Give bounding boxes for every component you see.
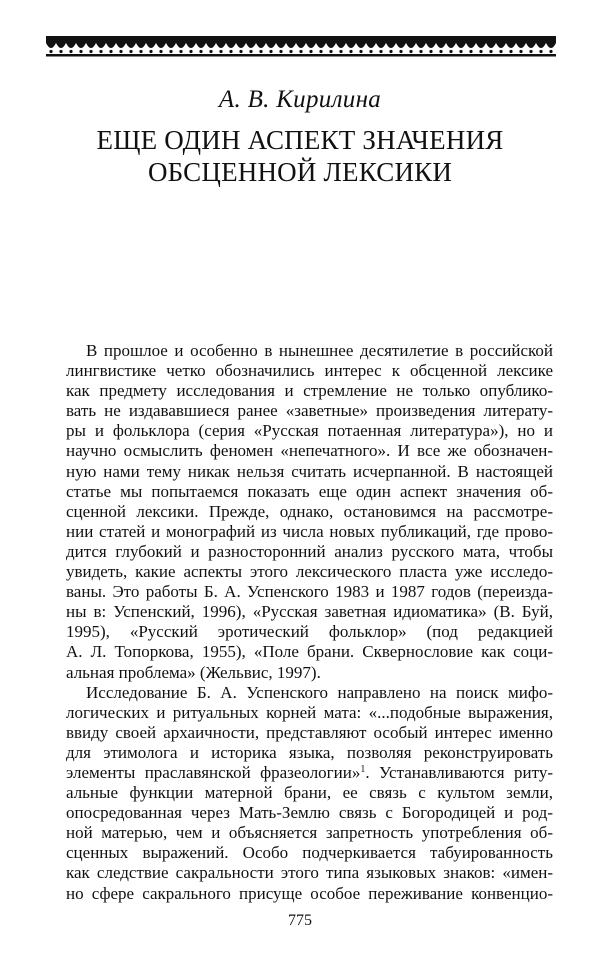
title-line-1: ЕЩЕ ОДИН АСПЕКТ ЗНАЧЕНИЯ — [96, 125, 504, 155]
ornament-dot — [59, 50, 62, 53]
text-line: альные функции матерной брани, ее связь с культом земли, — [66, 783, 553, 803]
ornament-scallop — [316, 43, 326, 48]
ornament-dot — [339, 50, 342, 53]
ornament-scallop — [76, 43, 86, 48]
text-line: ны в: Успенский, 1996), «Русская заветная идиоматика» (В. Буй, — [66, 602, 553, 622]
text-line: Исследование Б. А. Успенского направлено на поиск мифо- — [86, 682, 553, 702]
ornament-scallop — [146, 43, 156, 48]
ornament-dot — [189, 50, 192, 53]
ornament-bottom-line — [46, 54, 556, 57]
ornament-scallop — [116, 43, 126, 48]
ornament-dot — [399, 50, 402, 53]
text-line: логических и ритуальных корней мата: «...подобные выражения, — [66, 702, 553, 722]
ornament-scallop — [406, 43, 416, 48]
ornament-scallop — [216, 43, 226, 48]
text-line: как следствие сакральности этого типа языковых знаков: «имен- — [66, 863, 553, 883]
ornament-dot — [199, 50, 202, 53]
ornament-dot — [479, 50, 482, 53]
ornament-dot — [289, 50, 292, 53]
text-line: ваны. Это работы Б. А. Успенского 1983 и 1987 годов (переизда- — [66, 582, 553, 602]
ornament-dot — [499, 50, 502, 53]
ornament-dot — [159, 50, 162, 53]
ornament-scallop — [466, 43, 476, 48]
ornament-top-bar — [46, 36, 556, 43]
text-line: ввиду своей архаичности, представляют особый интерес именно — [66, 722, 553, 742]
ornament-dot — [259, 50, 262, 53]
ornament-dot — [79, 50, 82, 53]
ornament-dot — [459, 50, 462, 53]
text-line: нии статей и монографий из числа новых публикаций, где прово- — [66, 521, 553, 541]
ornament-scallop — [476, 43, 486, 48]
ornament-scallop — [56, 43, 66, 48]
ornament-dot — [89, 50, 92, 53]
paragraph-1 — [66, 341, 553, 683]
text-line: увидеть, какие аспекты этого лексического пласта уже исследо- — [66, 562, 553, 582]
ornament-dot — [549, 50, 552, 53]
ornament-scallop — [196, 43, 206, 48]
ornament-dot — [69, 50, 72, 53]
ornament-dot — [179, 50, 182, 53]
ornament-scallop — [326, 43, 336, 48]
article-title — [0, 124, 600, 188]
ornament-dot — [279, 50, 282, 53]
ornament-dot — [509, 50, 512, 53]
ornament-dot — [229, 50, 232, 53]
ornament-dot — [249, 50, 252, 53]
ornament-scallop — [66, 43, 76, 48]
ornament-scallop — [456, 43, 466, 48]
text-line: как предмету исследования и стремление не только опублико- — [66, 381, 553, 401]
ornament-scallop — [46, 43, 56, 48]
ornament-dot — [109, 50, 112, 53]
ornament-scallop — [86, 43, 96, 48]
ornament-scallop — [366, 43, 376, 48]
ornament-dot — [449, 50, 452, 53]
ornament-dot — [489, 50, 492, 53]
ornament-scallop — [186, 43, 196, 48]
ornament-dot — [389, 50, 392, 53]
ornament-scallop — [156, 43, 166, 48]
ornament-scallop — [256, 43, 266, 48]
ornament-dot — [429, 50, 432, 53]
text-line: дится глубокий и разносторонний анализ русского мата, чтобы — [66, 541, 553, 561]
ornament-scallop — [426, 43, 436, 48]
text-line: лингвистике четко обозначились интерес к обсценной лексике — [66, 361, 553, 381]
ornament-scallop — [266, 43, 276, 48]
ornament-dot — [169, 50, 172, 53]
ornament-dot — [319, 50, 322, 53]
ornament-scallop — [236, 43, 246, 48]
ornament-dot — [309, 50, 312, 53]
text-line: ры и фольклора (серия «Русская потаенная литература»), но и — [66, 421, 553, 441]
ornament-scallop — [396, 43, 406, 48]
text-line: опосредованная через Мать-Землю связь с Богородицей и род- — [66, 803, 553, 823]
ornament-dot — [409, 50, 412, 53]
ornament-scallop — [516, 43, 526, 48]
text-fragment: элементы праславянской фразеологии» — [66, 762, 361, 782]
text-line: А. Л. Топоркова, 1955), «Поле брани. Сквернословие как соци- — [66, 642, 553, 662]
ornament-dot — [139, 50, 142, 53]
ornament-dot — [149, 50, 152, 53]
ornament-dot — [349, 50, 352, 53]
ornament-dot — [369, 50, 372, 53]
ornament-scallop — [296, 43, 306, 48]
ornament-scallop — [96, 43, 106, 48]
title-line-2: ОБСЦЕННОЙ ЛЕКСИКИ — [147, 157, 453, 187]
ornament-scallop — [446, 43, 456, 48]
text-line: сценной лексики. Прежде, однако, остановимся на рассмотре- — [66, 501, 553, 521]
ornament-scallop — [436, 43, 446, 48]
ornament-scallop — [356, 43, 366, 48]
ornament-dot — [119, 50, 122, 53]
text-line: сценных выражений. Особо подчеркивается табуированность — [66, 843, 553, 863]
ornament-scallop — [346, 43, 356, 48]
ornament-scallop — [136, 43, 146, 48]
ornament-scallop — [206, 43, 216, 48]
ornament-scallop — [276, 43, 286, 48]
ornament-scallop — [386, 43, 396, 48]
ornament-dot — [539, 50, 542, 53]
ornament-scallop — [486, 43, 496, 48]
ornament-scallop — [376, 43, 386, 48]
text-fragment: . Устанавливаются риту- — [365, 762, 553, 782]
text-line: но сфере сакрального присуще особое переживание конвенцио- — [66, 883, 553, 903]
article-body — [66, 341, 553, 904]
ornament-dot — [129, 50, 132, 53]
ornament-scallop — [416, 43, 426, 48]
ornament-scallop — [106, 43, 116, 48]
ornament-scallop — [286, 43, 296, 48]
text-line: ной матерью, чем и объясняется запретность употребления об- — [66, 823, 553, 843]
ornament-scallop — [536, 43, 546, 48]
ornament-dot — [529, 50, 532, 53]
text-line: для этимолога и историка языка, позволяя реконструировать — [66, 742, 553, 762]
header-ornament-border — [46, 36, 556, 58]
ornament-dot — [219, 50, 222, 53]
ornament-scallop — [176, 43, 186, 48]
ornament-scallop — [336, 43, 346, 48]
footnote-marker[interactable]: 1 — [360, 763, 366, 775]
text-line: 1995), «Русский эротический фольклор» (под редакцией — [66, 622, 553, 642]
text-line: вать не издававшиеся ранее «заветные» произведения литерату- — [66, 401, 553, 421]
text-line: научно осмыслить феномен «непечатного». И все же обозначен- — [66, 441, 553, 461]
text-line: статье мы попытаемся показать еще один аспект значения об- — [66, 481, 553, 501]
ornament-dot — [99, 50, 102, 53]
ornament-scallop — [546, 43, 556, 48]
ornament-scallop — [246, 43, 256, 48]
ornament-dot — [329, 50, 332, 53]
ornament-dot — [299, 50, 302, 53]
ornament-dot — [49, 50, 52, 53]
ornament-scallop — [526, 43, 536, 48]
ornament-dot — [419, 50, 422, 53]
text-line-with-footnote — [66, 763, 553, 783]
ornament-scallop — [506, 43, 516, 48]
text-line: ную нами тему никак нельзя считать исчерпанной. В настоящей — [66, 461, 553, 481]
text-line: альная проблема» (Жельвис, 1997). — [66, 662, 321, 682]
ornament-scallop — [306, 43, 316, 48]
ornament-dot — [209, 50, 212, 53]
ornament-scallop — [226, 43, 236, 48]
ornament-scallops — [46, 43, 556, 53]
page-number: 775 — [288, 912, 312, 929]
ornament-scallop — [496, 43, 506, 48]
ornament-scallop — [166, 43, 176, 48]
ornament-dot — [439, 50, 442, 53]
ornament-dot — [269, 50, 272, 53]
ornament-scallop — [126, 43, 136, 48]
ornament-dot — [359, 50, 362, 53]
ornament-dot — [379, 50, 382, 53]
paragraph-2 — [66, 683, 553, 904]
ornament-dot — [519, 50, 522, 53]
ornament-dot — [469, 50, 472, 53]
ornament-dot — [239, 50, 242, 53]
text-line: В прошлое и особенно в нынешнее десятилетие в российской — [86, 341, 553, 360]
author-name: А. В. Кирилина — [218, 86, 382, 113]
